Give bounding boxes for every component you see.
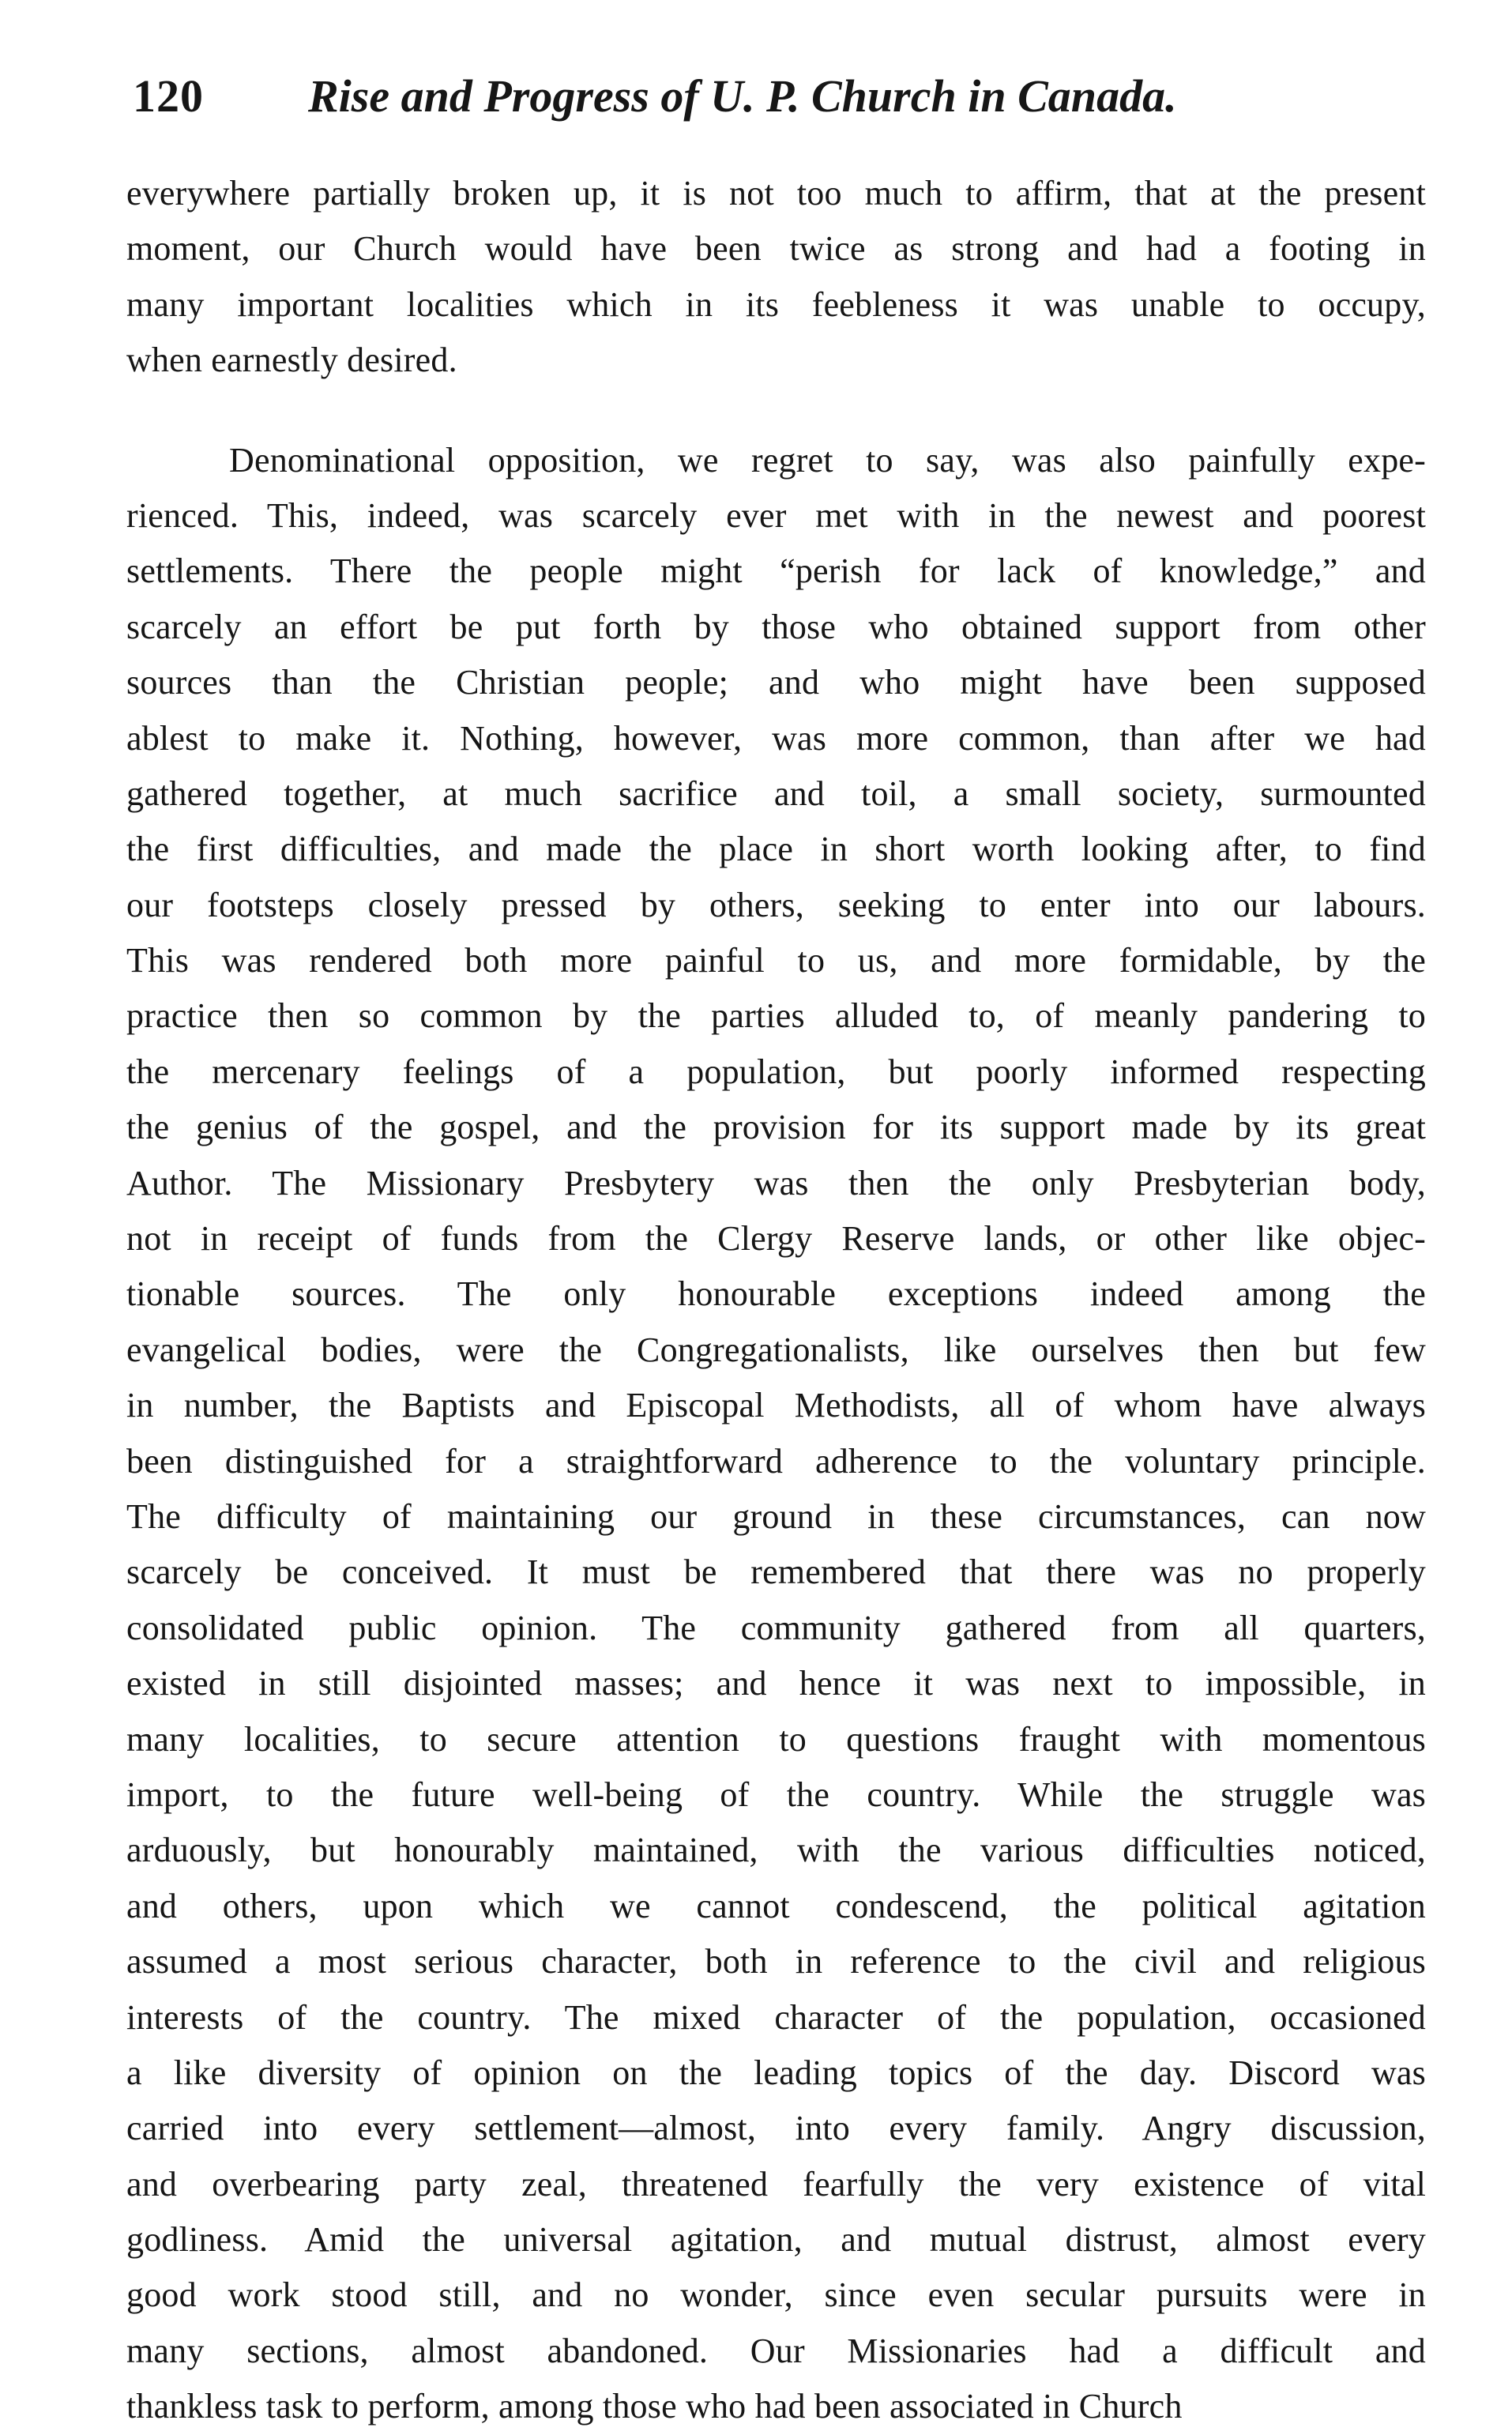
text-line: This was rendered both more painful to us, and more formidable, by the	[126, 941, 1426, 980]
text-line: the first difficulties, and made the place in short worth looking after, to find	[126, 830, 1426, 869]
text-line: thankless task to perform, among those who had been associated in Church	[126, 2387, 1183, 2426]
text-line: a like diversity of opinion on the leading topics of the day. Discord was	[126, 2053, 1426, 2092]
text-line: Denominational opposition, we regret to say, was also painfully expe-	[229, 440, 1426, 480]
text-line: evangelical bodies, were the Congregationalists, like ourselves then but few	[126, 1330, 1426, 1369]
paragraph-2	[126, 433, 1426, 2435]
text-line: carried into every settlement—almost, into every family. Angry discussion,	[126, 2109, 1426, 2148]
text-line: ablest to make it. Nothing, however, was more common, than after we had	[126, 718, 1426, 758]
text-line: scarcely be conceived. It must be remembered that there was no properly	[126, 1552, 1426, 1592]
text-line: Author. The Missionary Presbytery was then the only Presbyterian body,	[126, 1163, 1426, 1202]
text-line: sources than the Christian people; and who might have been supposed	[126, 663, 1426, 702]
text-line: and overbearing party zeal, threatened fearfully the very existence of vital	[126, 2164, 1426, 2204]
text-line: tionable sources. The only honourable exceptions indeed among the	[126, 1274, 1426, 1314]
text-line: the genius of the gospel, and the provision for its support made by its great	[126, 1108, 1426, 1147]
text-line: settlements. There the people might “perish for lack of knowledge,” and	[126, 551, 1426, 591]
text-line: many important localities which in its feebleness it was unable to occupy,	[126, 284, 1426, 324]
text-line: scarcely an effort be put forth by those who obtained support from other	[126, 607, 1426, 646]
text-line: consolidated public opinion. The community gathered from all quarters,	[126, 1608, 1426, 1647]
text-line: everywhere partially broken up, it is not too much to affirm, that at the present	[126, 174, 1426, 213]
text-line: good work stood still, and no wonder, since even secular pursuits were in	[126, 2275, 1426, 2315]
text-line: practice then so common by the parties alluded to, of meanly pandering to	[126, 996, 1426, 1036]
text-line: many localities, to secure attention to questions fraught with momentous	[126, 1719, 1426, 1759]
text-line: many sections, almost abandoned. Our Missionaries had a difficult and	[126, 2331, 1426, 2370]
text-line: interests of the country. The mixed character of the population, occasioned	[126, 1997, 1426, 2037]
text-line: moment, our Church would have been twice as strong and had a footing in	[126, 229, 1426, 269]
page-number: 120	[133, 70, 204, 122]
text-line: arduously, but honourably maintained, with the various difficulties noticed,	[126, 1831, 1426, 1870]
running-head	[133, 65, 1397, 136]
text-line: the mercenary feelings of a population, but poorly informed respecting	[126, 1052, 1426, 1091]
text-line: in number, the Baptists and Episcopal Methodists, all of whom have always	[126, 1386, 1426, 1425]
text-line: assumed a most serious character, both in reference to the civil and religious	[126, 1942, 1426, 1981]
text-line: gathered together, at much sacrifice and toil, a small society, surmounted	[126, 773, 1426, 813]
text-line: godliness. Amid the universal agitation, and mutual distrust, almost every	[126, 2220, 1426, 2260]
text-line: existed in still disjointed masses; and hence it was next to impossible, in	[126, 1664, 1426, 1703]
text-line: and others, upon which we cannot condescend, the political agitation	[126, 1886, 1426, 1925]
body-text	[126, 166, 1426, 2435]
running-title: Rise and Progress of U. P. Church in Canada.	[308, 70, 1177, 122]
text-line: The difficulty of maintaining our ground in these circumstances, can now	[126, 1496, 1426, 1536]
text-line: our footsteps closely pressed by others, seeking to enter into our labours.	[126, 885, 1426, 924]
paragraph-gap	[126, 389, 1426, 433]
text-line: import, to the future well-being of the country. While the struggle was	[126, 1775, 1426, 1814]
text-line: not in receipt of funds from the Clergy Reserve lands, or other like objec-	[126, 1219, 1426, 1259]
text-line: when earnestly desired.	[126, 341, 457, 380]
text-line: been distinguished for a straightforward adherence to the voluntary principle.	[126, 1441, 1426, 1481]
paragraph-1	[126, 166, 1426, 389]
text-line: rienced. This, indeed, was scarcely ever met with in the newest and poorest	[126, 495, 1426, 535]
